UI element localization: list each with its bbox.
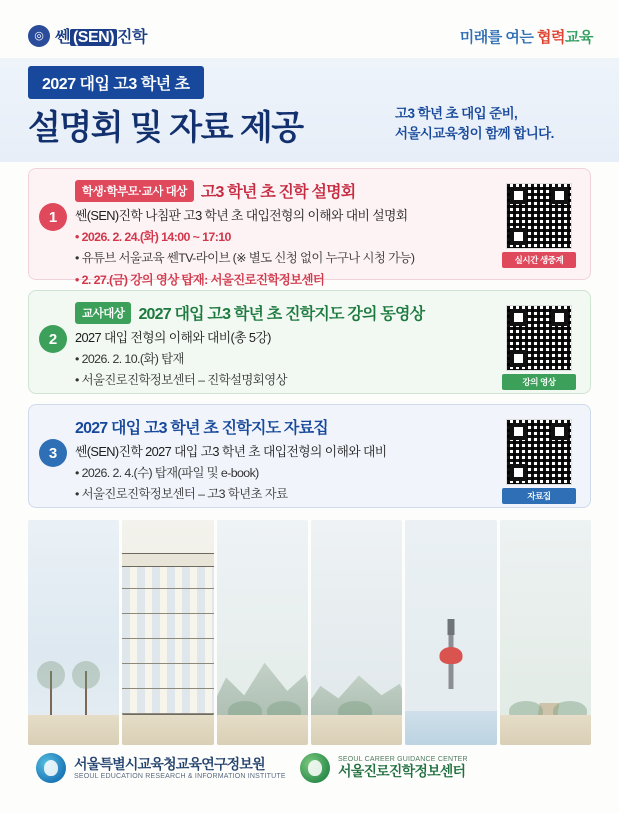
card-title-2: 2027 대입 고3 학년 초 진학지도 강의 동영상 bbox=[138, 306, 425, 323]
brand-logo bbox=[28, 24, 147, 47]
brand-logo-text-highlight: (SEN) bbox=[70, 29, 117, 46]
brand-logo-text-pre: 쎈 bbox=[55, 29, 70, 46]
footer-org-1-en: SEOUL EDUCATION RESEARCH & INFORMATION INSTITUTE bbox=[74, 772, 286, 780]
footer-org-1-name: 서울특별시교육청교육연구정보원 bbox=[74, 756, 265, 773]
card-header-3 bbox=[75, 415, 328, 438]
card-tag-2: 교사대상 bbox=[75, 302, 131, 324]
card-line: 2027 대입 전형의 이해와 대비(총 5강) bbox=[75, 330, 271, 345]
card-header-1 bbox=[75, 179, 355, 202]
brand-logo-text bbox=[55, 24, 147, 47]
qr-block-1[interactable] bbox=[502, 183, 576, 268]
page-title: 설명회 및 자료 제공 bbox=[28, 109, 303, 147]
card-number-3: 3 bbox=[39, 439, 67, 467]
slogan-accent2: 교육 bbox=[565, 29, 593, 46]
footer-org-2 bbox=[300, 753, 468, 783]
career-center-emblem-icon bbox=[300, 753, 330, 783]
qr-block-2[interactable] bbox=[502, 305, 576, 390]
header-subline-1: 고3 학년 초 대입 준비, bbox=[395, 106, 518, 121]
card-line: 쎈(SEN)진학 나침판 고3 학년 초 대입전형의 이해와 대비 설명회 bbox=[75, 208, 408, 223]
card-title-3: 2027 대입 고3 학년 초 진학지도 자료집 bbox=[75, 420, 328, 437]
illustration-panel bbox=[311, 520, 402, 745]
footer bbox=[0, 747, 619, 795]
illustration-panel bbox=[500, 520, 591, 745]
footer-org-2-en: SEOUL CAREER GUIDANCE CENTER bbox=[338, 756, 468, 764]
card-line: • 2. 27.(금) 강의 영상 탑재: 서울진로진학정보센터 bbox=[75, 270, 495, 291]
top-bar bbox=[0, 0, 619, 62]
illustration-strip bbox=[28, 520, 591, 745]
qr-label-3: 자료집 bbox=[502, 488, 576, 504]
card-line: • 서울진로진학정보센터 – 고3 학년초 자료 bbox=[75, 484, 495, 505]
card-line: • 2026. 2. 4.(수) 탑재(파일 및 e-book) bbox=[75, 463, 495, 484]
slogan bbox=[460, 26, 593, 47]
qr-code-icon[interactable] bbox=[506, 419, 572, 485]
card-body-1 bbox=[75, 205, 495, 291]
card-tag-1: 학생·학부모·교사 대상 bbox=[75, 180, 194, 202]
header-subline bbox=[395, 104, 595, 145]
footer-org-1 bbox=[36, 753, 286, 783]
footer-org-2-name: 서울진로진학정보센터 bbox=[338, 763, 466, 780]
qr-label-1: 실시간 생중계 bbox=[502, 252, 576, 268]
card-line: • 2026. 2. 10.(화) 탑재 bbox=[75, 349, 495, 370]
card-session-1 bbox=[28, 168, 591, 287]
card-session-3 bbox=[28, 404, 591, 508]
illustration-panel bbox=[405, 520, 496, 745]
illustration-panel bbox=[217, 520, 308, 745]
qr-code-icon[interactable] bbox=[506, 305, 572, 371]
header-kicker: 2027 대입 고3 학년 초 bbox=[28, 66, 204, 99]
qr-code-icon[interactable] bbox=[506, 183, 572, 249]
slogan-accent: 협력 bbox=[537, 29, 566, 46]
qr-label-2: 강의 영상 bbox=[502, 374, 576, 390]
card-line: • 유튜브 서울교육 쎈TV-라이브 (※ 별도 신청 없이 누구나 시청 가능) bbox=[75, 248, 495, 269]
card-body-3 bbox=[75, 441, 495, 506]
card-header-2 bbox=[75, 301, 424, 324]
slogan-pre: 미래를 여는 bbox=[459, 29, 538, 46]
seoul-education-emblem-icon bbox=[36, 753, 66, 783]
namsan-tower-illustration bbox=[448, 633, 453, 689]
card-line: • 2026. 2. 24.(화) 14:00 ~ 17:10 bbox=[75, 227, 495, 248]
qr-block-3[interactable] bbox=[502, 419, 576, 504]
sen-emblem-icon: ◎ bbox=[28, 25, 50, 47]
card-title-1: 고3 학년 초 진학 설명회 bbox=[200, 184, 356, 201]
card-body-2 bbox=[75, 327, 495, 392]
card-line: • 서울진로진학정보센터 – 진학설명회영상 bbox=[75, 370, 495, 391]
header-subline-2: 서울시교육청이 함께 합니다. bbox=[395, 126, 554, 142]
card-number-2: 2 bbox=[39, 325, 67, 353]
illustration-panel bbox=[28, 520, 119, 745]
card-session-2 bbox=[28, 290, 591, 394]
card-line: 쎈(SEN)진학 2027 대입 고3 학년 초 대입전형의 이해와 대비 bbox=[75, 444, 387, 459]
brand-logo-text-post: 진학 bbox=[117, 29, 147, 46]
card-number-1: 1 bbox=[39, 203, 67, 231]
illustration-panel bbox=[122, 520, 213, 745]
building-illustration bbox=[122, 563, 213, 715]
